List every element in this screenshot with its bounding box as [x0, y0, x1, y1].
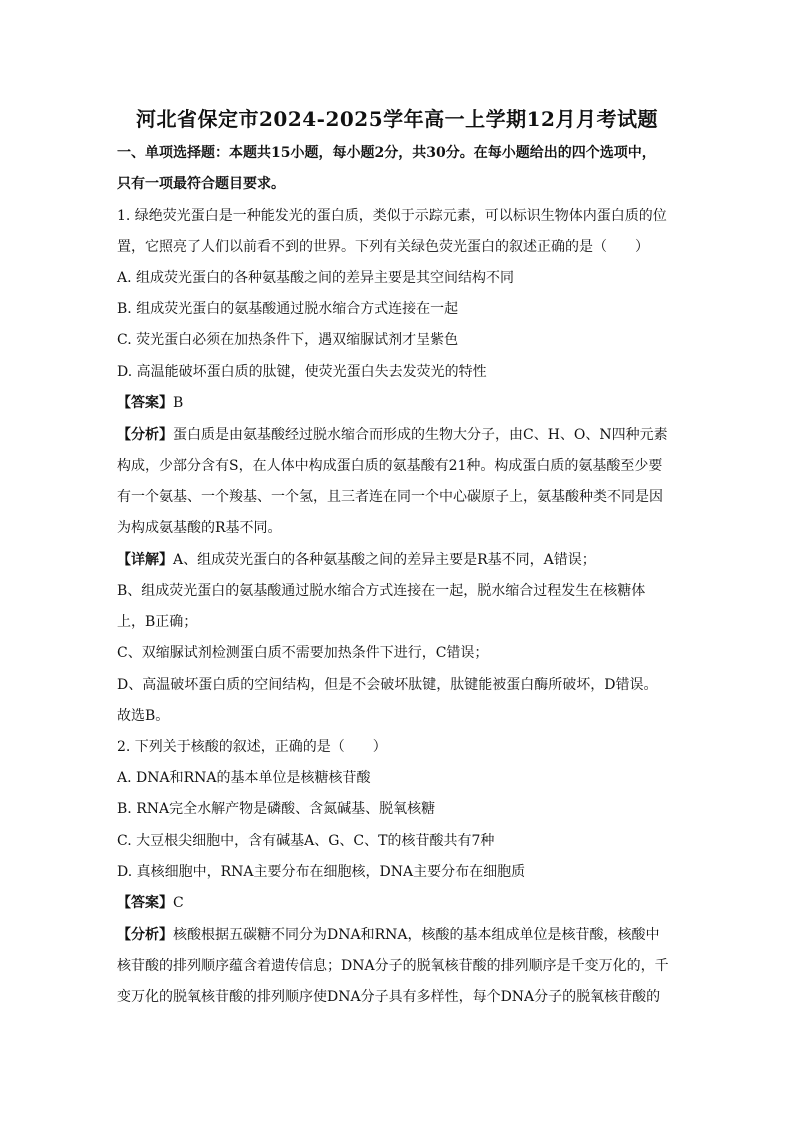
q1-detail-line-3: 上，B正确；: [117, 614, 198, 630]
q1-stem-line-1: 1. 绿绝荧光蛋白是一种能发光的蛋白质，类似于示踪元素，可以标识生物体内蛋白质的位: [117, 208, 667, 224]
analysis-tag: 【分析】: [117, 927, 173, 943]
analysis-text: 蛋白质是由氨基酸经过脱水缩合而形成的生物大分子，由C、H、O、N四种元素: [173, 427, 668, 443]
analysis-tag: 【分析】: [117, 427, 173, 443]
q2-stem: 2. 下列关于核酸的叙述，正确的是（ ）: [117, 739, 387, 755]
answer-tag: 【答案】: [117, 895, 173, 911]
q1-option-d: D. 高温能破坏蛋白质的肽键，使荧光蛋白失去发荧光的特性: [117, 364, 487, 380]
q2-option-a: A. DNA和RNA的基本单位是核糖核苷酸: [117, 770, 371, 786]
q2-option-b: B. RNA完全水解产物是磷酸、含氮碱基、脱氧核糖: [117, 801, 436, 817]
section-heading-line-2: 只有一项最符合题目要求。: [117, 176, 285, 192]
q2-analysis-line-1: [117, 925, 677, 945]
section-heading-line-1: 一、单项选择题：本题共15小题，每小题2分，共30分。在每小题给出的四个选项中，: [117, 145, 656, 161]
page-title: 河北省保定市2024-2025学年高一上学期12月月考试题: [136, 107, 658, 131]
q1-answer: [117, 393, 677, 413]
q1-option-b: B. 组成荧光蛋白的氨基酸通过脱水缩合方式连接在一起: [117, 301, 459, 317]
q1-detail-line-2: B、组成荧光蛋白的氨基酸通过脱水缩合方式连接在一起，脱水缩合过程发生在核糖体: [117, 583, 646, 599]
answer-tag: 【答案】: [117, 395, 173, 411]
detail-tag: 【详解】: [117, 552, 173, 568]
q1-detail-line-4: C、双缩脲试剂检测蛋白质不需要加热条件下进行，C错误；: [117, 645, 489, 661]
q2-answer: [117, 893, 677, 913]
q2-analysis-line-2: 核苷酸的排列顺序蕴含着遗传信息；DNA分子的脱氧核苷酸的排列顺序是千变万化的，千: [117, 958, 669, 974]
q2-option-c: C. 大豆根尖细胞中，含有碱基A、G、C、T的核苷酸共有7种: [117, 833, 495, 849]
q1-detail-line-1: [117, 550, 677, 570]
answer-value: B: [173, 395, 184, 411]
q2-option-d: D. 真核细胞中，RNA主要分布在细胞核，DNA主要分布在细胞质: [117, 864, 526, 880]
q1-detail-line-5: D、高温破坏蛋白质的空间结构，但是不会破坏肽键，肽键能被蛋白酶所破坏，D错误。: [117, 677, 658, 693]
q1-analysis-line-2: 构成，少部分含有S，在人体中构成蛋白质的氨基酸有21种。构成蛋白质的氨基酸至少要: [117, 458, 663, 474]
detail-text: A、组成荧光蛋白的各种氨基酸之间的差异主要是R基不同，A错误；: [173, 552, 596, 568]
q2-analysis-line-3: 变万化的脱氧核苷酸的排列顺序使DNA分子具有多样性，每个DNA分子的脱氧核苷酸的: [117, 989, 661, 1005]
q1-option-c: C. 荧光蛋白必须在加热条件下，遇双缩脲试剂才呈紫色: [117, 332, 459, 348]
analysis-text: 核酸根据五碳糖不同分为DNA和RNA，核酸的基本组成单位是核苷酸，核酸中: [173, 927, 660, 943]
q1-detail-line-6: 故选B。: [117, 708, 170, 724]
q1-stem-line-2: 置，它照亮了人们以前看不到的世界。下列有关绿色荧光蛋白的叙述正确的是（ ）: [117, 239, 649, 255]
q1-analysis-line-1: [117, 425, 677, 445]
q1-analysis-line-3: 有一个氨基、一个羧基、一个氢，且三者连在同一个中心碳原子上，氨基酸种类不同是因: [117, 489, 663, 505]
answer-value: C: [173, 895, 184, 911]
q1-analysis-line-4: 为构成氨基酸的R基不同。: [117, 520, 282, 536]
q1-option-a: A. 组成荧光蛋白的各种氨基酸之间的差异主要是其空间结构不同: [117, 270, 515, 286]
